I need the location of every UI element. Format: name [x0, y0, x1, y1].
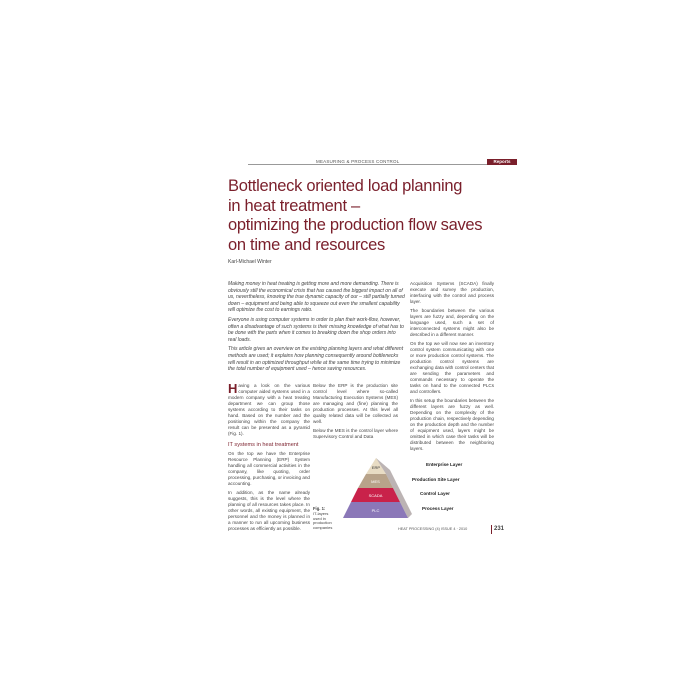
body-column-right [410, 281, 494, 455]
figure-caption [313, 507, 337, 531]
intro-abstract [228, 281, 405, 376]
pyramid-label-erp: ERP [371, 465, 381, 470]
layer-name-control: Control Layer [420, 491, 450, 496]
body-column-middle [313, 383, 398, 443]
body-paragraph: In this setup the boundaries between the different layers are fuzzy as well. Depending on the complexity of the production chain, respectively depending on the production depth and the number of equipment used, layers might be omitted in which case their tasks will be distributed between the neighboring layers. [410, 398, 494, 451]
paragraph-text: aving a look on the various computer aided systems used in a modern company with a heat treating department we can group those systems according to their tasks on hand. Based on the number and the positioning within the company the result can be presented as a pyramid (Fig. 1). [228, 383, 310, 436]
header-rule [248, 164, 517, 165]
body-paragraph: Acquisition Systems (SCADA) finally execute and survey the production, interfacing with the control and process layer. [410, 281, 494, 304]
section-label: MEASURING & PROCESS CONTROL [316, 159, 400, 164]
journal-footer: HEAT PROCESSING (4) ISSUE 4 · 2010 [398, 527, 468, 531]
section-header [248, 159, 517, 167]
title-line: optimizing the production flow saves [228, 216, 483, 234]
article-title [228, 177, 518, 255]
reports-tag: Reports [487, 159, 517, 165]
body-paragraph: Below the MES is the control layer where Supervisory Control and Data [313, 428, 398, 439]
page-number: 231 [491, 525, 520, 534]
pyramid-figure [340, 452, 468, 527]
body-paragraph: On the top we have the Enterprise Resource Planning (ERP) System handling all commercial activities in the company, like quoting, order processing, purchasing, or invoicing and accounting. [228, 451, 310, 486]
pyramid-label-scada: SCADA [368, 493, 383, 498]
pyramid-label-mes: MES [371, 479, 380, 484]
figure-caption-title: Fig. 1: [313, 506, 326, 511]
title-line: Bottleneck oriented load planning [228, 177, 463, 195]
intro-paragraph: This article gives an overview on the existing planning layers and what different methods are used; it explains how planning consequently around bottlenecks will result in an optimized throughput while at the same time trying to minimize the total number of equipment used – hence saving resources. [228, 346, 404, 373]
title-line: on time and resources [228, 235, 385, 254]
body-column-left [228, 383, 310, 535]
figure-caption-text: IT-layers used in production companies [313, 510, 333, 531]
body-paragraph: On the top we will now see an inventory control system communicating with one or more production control systems. The production control systems are exchanging data with control centers that are sending the parameters and commands necessary to operate the tasks on hand to the connected PLCs and controllers. [410, 341, 494, 394]
layer-name-production-site: Production Site Layer [412, 477, 460, 482]
pyramid-label-plc: PLC [371, 508, 380, 513]
drop-cap: H [228, 381, 238, 396]
body-paragraph: In addition, as the name already suggests, this is the level where the planning of all resources takes place. In other words, all existing equipment, the personnel and the money is planned in a manner to run all upcoming business processes as efficiently as possible. [228, 490, 310, 531]
intro-paragraph: Everyone is using computer systems in order to plan their work-flow, however, often a disadvantage of such systems is their missing knowledge of what has to be done with the parts when it comes to breaking down the shop orders into real loads. [228, 316, 404, 343]
subheading: IT systems in heat treatment [228, 442, 299, 448]
body-paragraph: Below the ERP is the production site control level where so-called Manufacturing Execution Systems (MES) are managing and (fine) planning the production processes. At this level all quality related data will be collected as well. [313, 383, 398, 424]
layer-name-enterprise: Enterprise Layer [426, 462, 463, 467]
body-paragraph [228, 383, 310, 437]
body-paragraph: The boundaries between the various layers are fuzzy and, depending on the language used, such a set of interconnected systems might also be described in a different manner. [410, 308, 494, 337]
author-name: Karl-Michael Winter [228, 259, 272, 265]
title-line: in heat treatment – [228, 196, 360, 215]
intro-paragraph: Making money in heat treating is getting more and more demanding. There is obviously still the economical crisis that has caused the biggest impact on all of us, nevertheless, knowing the true dynamic capacity of our – still partially turned down – equipment and being able to squeeze out even the smallest capability will optimize the cost to earnings ratio. [228, 281, 405, 314]
layer-name-process: Process Layer [422, 506, 454, 511]
